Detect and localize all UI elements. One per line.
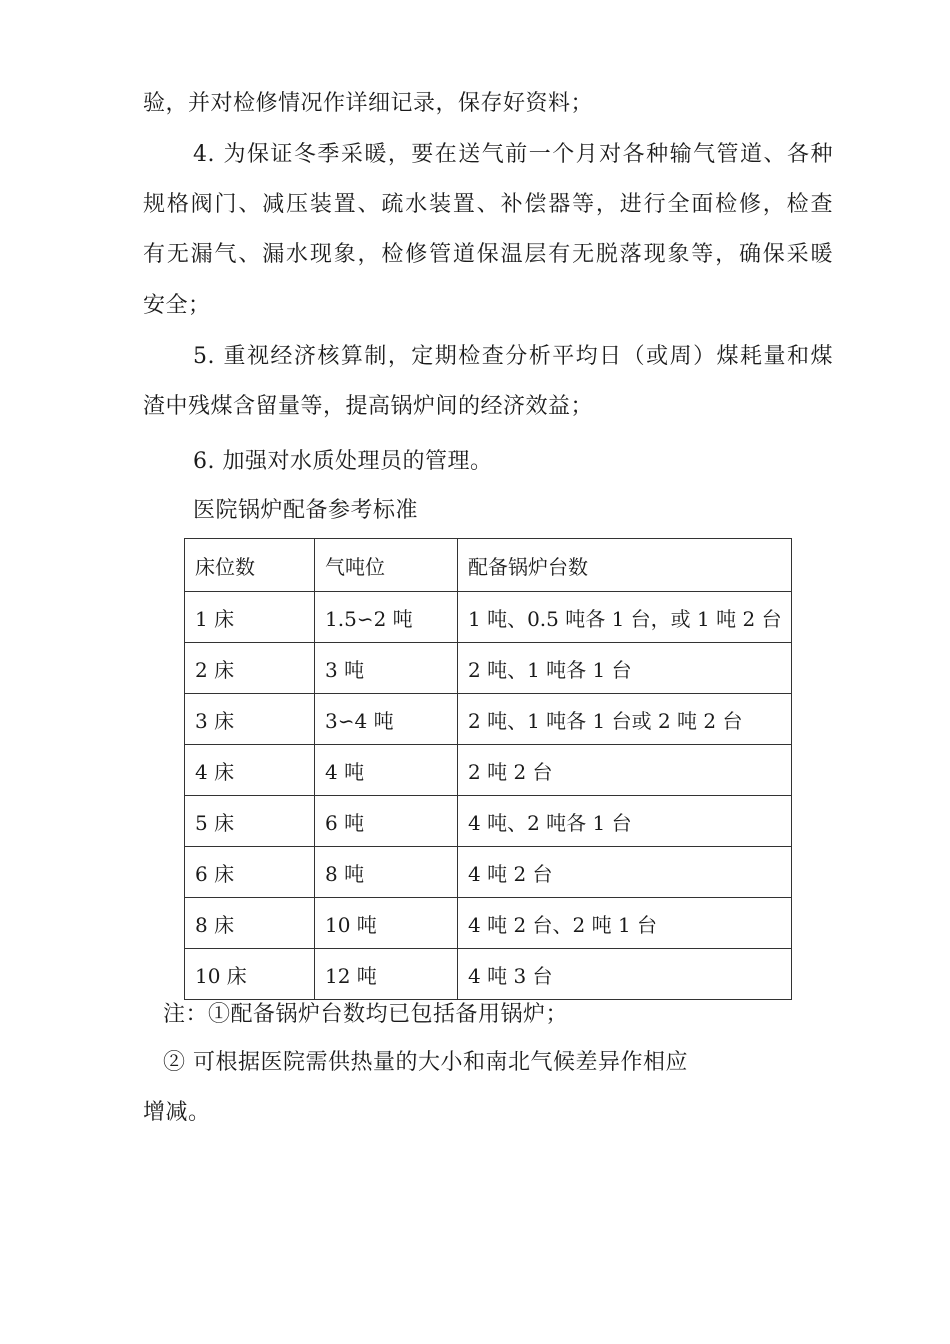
table-row xyxy=(185,745,792,796)
table-header-row xyxy=(185,539,792,592)
table-row xyxy=(185,847,792,898)
paragraph-line: 4. 为保证冬季采暖，要在送气前一个月对各种输气管道、各种 xyxy=(193,142,833,167)
cell-boiler-count: 2 吨、1 吨各 1 台或 2 吨 2 台 xyxy=(458,694,792,745)
header-cell-boiler-count: 配备锅炉台数 xyxy=(458,539,792,592)
table-row xyxy=(185,592,792,643)
cell-steam-tonnage: 6 吨 xyxy=(315,796,458,847)
note-line: ② 可根据医院需供热量的大小和南北气候差异作相应 xyxy=(163,1050,688,1075)
cell-steam-tonnage: 3 吨 xyxy=(315,643,458,694)
cell-boiler-count: 2 吨、1 吨各 1 台 xyxy=(458,643,792,694)
cell-steam-tonnage: 1.5∽2 吨 xyxy=(315,592,458,643)
cell-boiler-count: 4 吨 2 台、2 吨 1 台 xyxy=(458,898,792,949)
table-row xyxy=(185,796,792,847)
cell-beds: 10 床 xyxy=(185,949,315,1000)
table-row xyxy=(185,694,792,745)
cell-beds: 5 床 xyxy=(185,796,315,847)
table-title: 医院锅炉配备参考标准 xyxy=(193,498,419,523)
cell-beds: 8 床 xyxy=(185,898,315,949)
cell-beds: 6 床 xyxy=(185,847,315,898)
header-cell-steam-tonnage: 气吨位 xyxy=(315,539,458,592)
cell-beds: 3 床 xyxy=(185,694,315,745)
paragraph-line: 5. 重视经济核算制，定期检查分析平均日（或周）煤耗量和煤 xyxy=(193,344,833,369)
paragraph-line: 渣中残煤含留量等，提高锅炉间的经济效益； xyxy=(143,394,594,419)
cell-steam-tonnage: 3∽4 吨 xyxy=(315,694,458,745)
cell-boiler-count: 2 吨 2 台 xyxy=(458,745,792,796)
paragraph-line: 安全； xyxy=(143,293,211,318)
cell-boiler-count: 1 吨、0.5 吨各 1 台，或 1 吨 2 台 xyxy=(458,592,792,643)
cell-steam-tonnage: 4 吨 xyxy=(315,745,458,796)
table-row xyxy=(185,898,792,949)
header-cell-beds: 床位数 xyxy=(185,539,315,592)
cell-beds: 2 床 xyxy=(185,643,315,694)
cell-boiler-count: 4 吨 3 台 xyxy=(458,949,792,1000)
note-line: 注：①配备锅炉台数均已包括备用锅炉； xyxy=(163,1002,569,1027)
note-line: 增减。 xyxy=(143,1100,211,1125)
cell-steam-tonnage: 10 吨 xyxy=(315,898,458,949)
paragraph-line: 验，并对检修情况作详细记录，保存好资料； xyxy=(143,91,594,116)
cell-boiler-count: 4 吨 2 台 xyxy=(458,847,792,898)
boiler-standard-table xyxy=(184,538,792,1000)
cell-beds: 4 床 xyxy=(185,745,315,796)
table-row xyxy=(185,643,792,694)
cell-beds: 1 床 xyxy=(185,592,315,643)
cell-steam-tonnage: 12 吨 xyxy=(315,949,458,1000)
paragraph-line: 规格阀门、减压装置、疏水装置、补偿器等，进行全面检修，检查 xyxy=(143,192,833,217)
table-row xyxy=(185,949,792,1000)
cell-steam-tonnage: 8 吨 xyxy=(315,847,458,898)
paragraph-line: 有无漏气、漏水现象，检修管道保温层有无脱落现象等，确保采暖 xyxy=(143,242,833,267)
cell-boiler-count: 4 吨、2 吨各 1 台 xyxy=(458,796,792,847)
paragraph-line: 6. 加强对水质处理员的管理。 xyxy=(193,449,493,474)
